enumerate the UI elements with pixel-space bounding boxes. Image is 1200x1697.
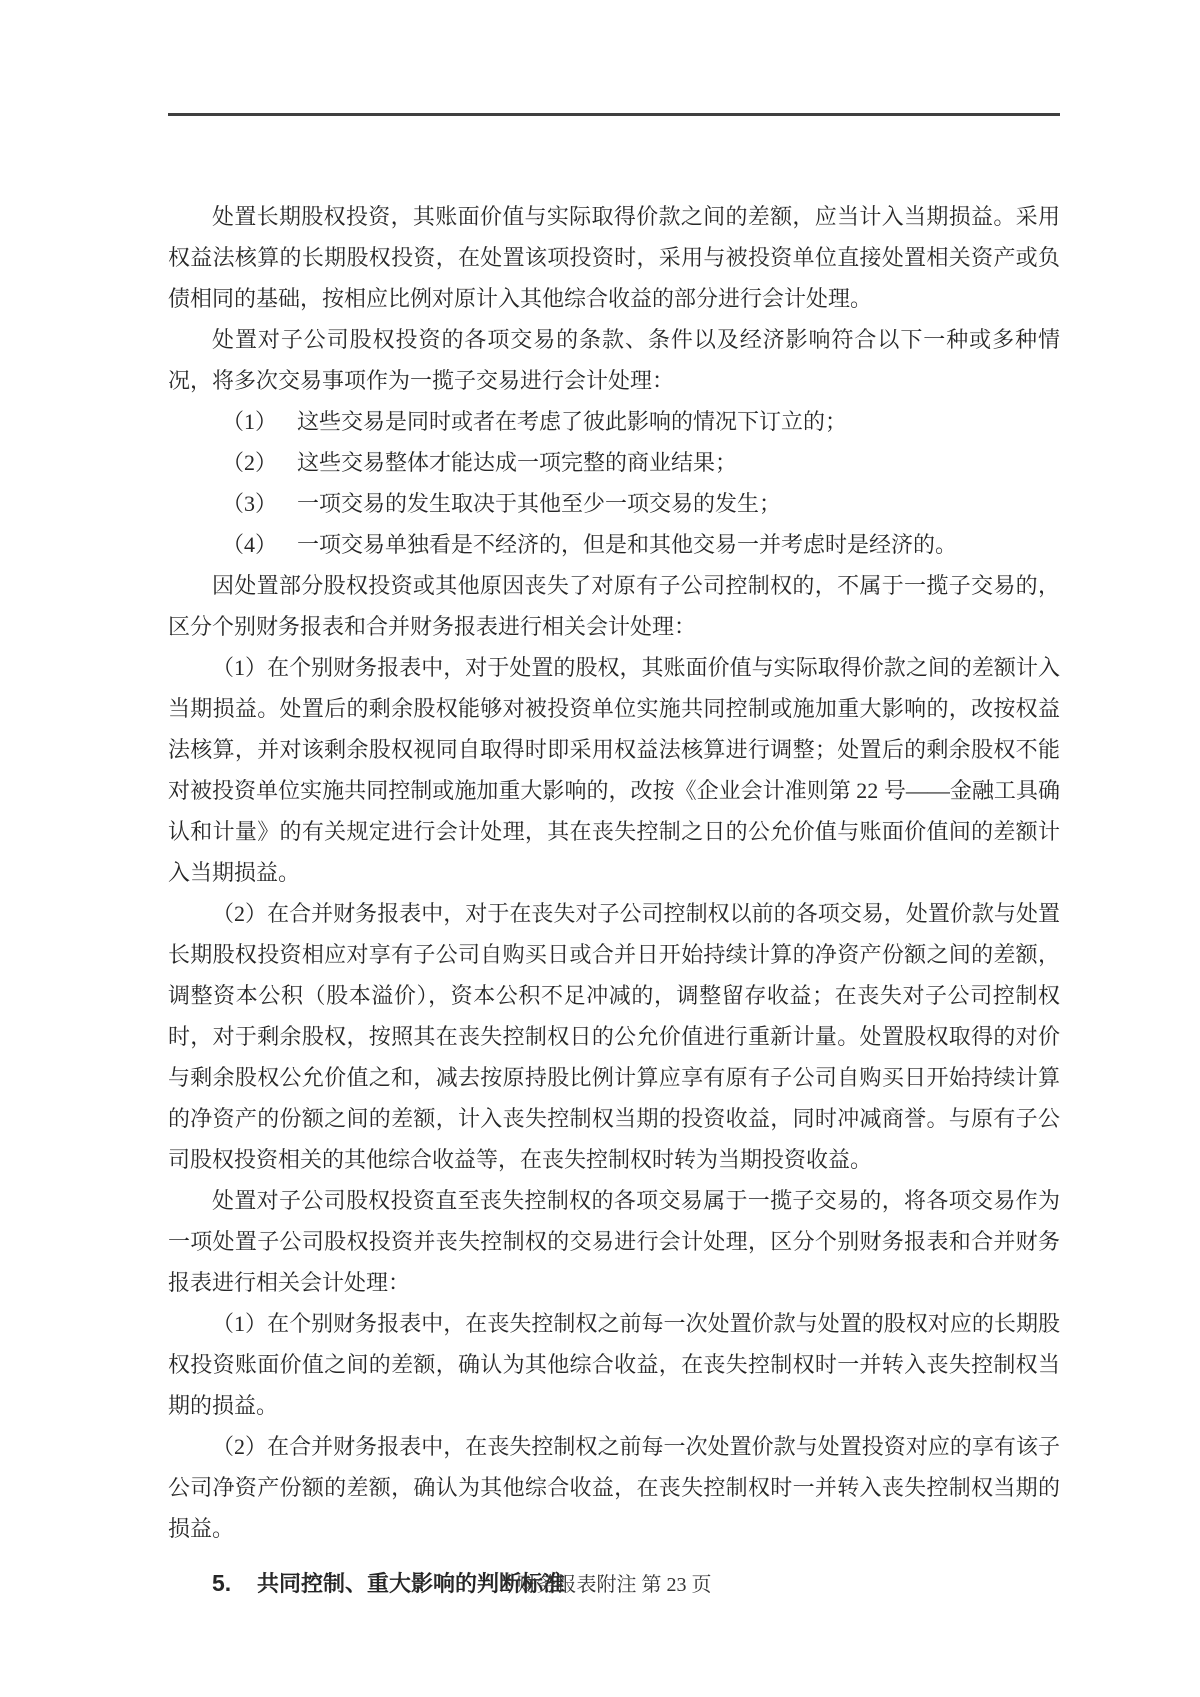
list-item-1-number: （1）	[222, 409, 278, 434]
paragraph-separate-statements-1: （1）在个别财务报表中，对于处置的股权，其账面价值与实际取得价款之间的差额计入当期损益。处置后的剩余股权能够对被投资单位实施共同控制或施加重大影响的，改按权益法核算，并对该剩余股权视同自取得时即采用权益法核算进行调整；处置后的剩余股权不能对被投资单位实施共同控制或施加重大影响的，改按《企业会计准则第 22 号——金融工具确认和计量》的有关规定进行会计处理，其在丧失控制之日的公允价值与账面价值间的差额计入当期损益。	[168, 655, 1060, 885]
list-item-1	[168, 401, 1060, 442]
document-body	[168, 196, 1060, 1604]
list-item-2-number: （2）	[222, 450, 278, 475]
list-item-3-number: （3）	[222, 491, 278, 516]
list-item-2-text: 这些交易整体才能达成一项完整的商业结果；	[297, 450, 738, 475]
list-item-4-number: （4）	[222, 532, 278, 557]
paragraph-bundled-until-loss-of-control: 处置对子公司股权投资直至丧失控制权的各项交易属于一揽子交易的，将各项交易作为一项处置子公司股权投资并丧失控制权的交易进行会计处理，区分个别财务报表和合并财务报表进行相关会计处理：	[168, 1188, 1060, 1295]
paragraph-disposal-of-lt-equity: 处置长期股权投资，其账面价值与实际取得价款之间的差额，应当计入当期损益。采用权益法核算的长期股权投资，在处置该项投资时，采用与被投资单位直接处置相关资产或负债相同的基础，按相应比例对原计入其他综合收益的部分进行会计处理。	[168, 204, 1060, 311]
paragraph-bundled-transaction-conditions: 处置对子公司股权投资的各项交易的条款、条件以及经济影响符合以下一种或多种情况，将多次交易事项作为一揽子交易进行会计处理：	[168, 327, 1060, 393]
paragraph-loss-of-control-non-bundled: 因处置部分股权投资或其他原因丧失了对原有子公司控制权的，不属于一揽子交易的，区分个别财务报表和合并财务报表进行相关会计处理：	[168, 573, 1060, 639]
list-item-3-text: 一项交易的发生取决于其他至少一项交易的发生；	[297, 491, 782, 516]
list-item-4	[168, 524, 1060, 565]
list-item-2	[168, 442, 1060, 483]
paragraph-consolidated-statements-2: （2）在合并财务报表中，对于在丧失对子公司控制权以前的各项交易，处置价款与处置长期股权投资相应对享有子公司自购买日或合并日开始持续计算的净资产份额之间的差额，调整资本公积（股本溢价），资本公积不足冲减的，调整留存收益；在丧失对子公司控制权时，对于剩余股权，按照其在丧失控制权日的公允价值进行重新计量。处置股权取得的对价与剩余股权公允价值之和，减去按原持股比例计算应享有原有子公司自购买日开始持续计算的净资产的份额之间的差额，计入丧失控制权当期的投资收益，同时冲减商誉。与原有子公司股权投资相关的其他综合收益等，在丧失控制权时转为当期投资收益。	[168, 901, 1060, 1172]
list-item-4-text: 一项交易单独看是不经济的，但是和其他交易一并考虑时是经济的。	[297, 532, 958, 557]
section-heading-5-number: 5.	[212, 1570, 232, 1596]
page-footer: 财务报表附注 第 23 页	[516, 1574, 712, 1596]
paragraph-bundled-separate-statements-1: （1）在个别财务报表中，在丧失控制权之前每一次处置价款与处置的股权对应的长期股权投资账面价值之间的差额，确认为其他综合收益，在丧失控制权时一并转入丧失控制权当期的损益。	[168, 1311, 1060, 1418]
list-item-3	[168, 483, 1060, 524]
section-heading-5-title: 共同控制、重大影响的判断标准	[257, 1571, 566, 1596]
header-rule	[168, 113, 1060, 116]
paragraph-bundled-consolidated-statements-2: （2）在合并财务报表中，在丧失控制权之前每一次处置价款与处置投资对应的享有该子公司净资产份额的差额，确认为其他综合收益，在丧失控制权时一并转入丧失控制权当期的损益。	[168, 1434, 1060, 1541]
list-item-1-text: 这些交易是同时或者在考虑了彼此影响的情况下订立的；	[297, 409, 848, 434]
